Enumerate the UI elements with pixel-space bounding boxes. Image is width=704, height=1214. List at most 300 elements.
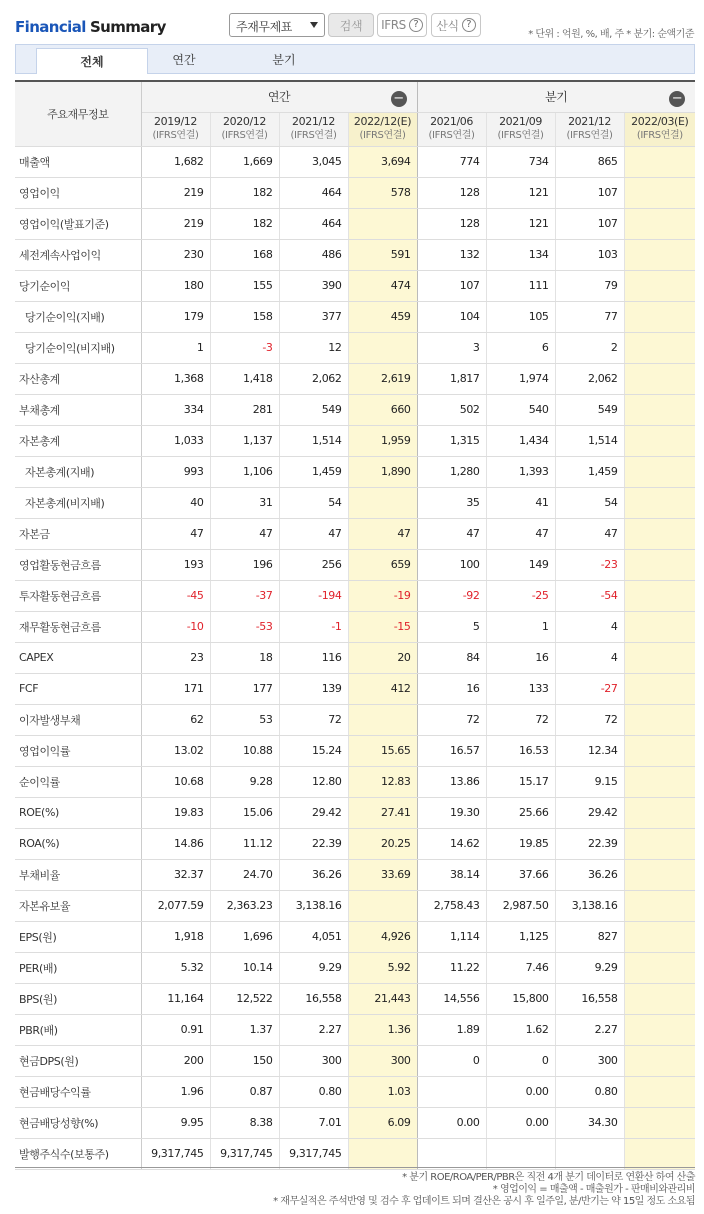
table-cell: -10 bbox=[141, 611, 210, 642]
row-label: 자본총계 bbox=[15, 425, 141, 456]
table-cell: 774 bbox=[417, 146, 486, 177]
help-icon: ? bbox=[409, 18, 423, 32]
table-cell: 193 bbox=[141, 549, 210, 580]
table-cell: 474 bbox=[348, 270, 417, 301]
summary-header bbox=[0, 0, 704, 44]
table-cell: 377 bbox=[279, 301, 348, 332]
table-cell: 0.00 bbox=[486, 1076, 555, 1107]
table-cell: 10.68 bbox=[141, 766, 210, 797]
table-cell: 18 bbox=[210, 642, 279, 673]
footnote: * 재무실적은 주석반영 및 검수 후 업데이트 되며 결산은 공시 후 일주일, 분/반기는 약 15일 정도 소요됨 bbox=[273, 1196, 695, 1207]
table-cell: 15.06 bbox=[210, 797, 279, 828]
column-header bbox=[348, 112, 417, 146]
page-title-financial: Financial bbox=[15, 18, 86, 36]
table-row bbox=[15, 766, 695, 797]
table-cell: 10.88 bbox=[210, 735, 279, 766]
table-cell: 9.95 bbox=[141, 1107, 210, 1138]
table-cell: 9,317,745 bbox=[141, 1138, 210, 1169]
column-basis: (IFRS연결) bbox=[636, 130, 683, 141]
table-cell: 1,125 bbox=[486, 921, 555, 952]
table-cell: -23 bbox=[555, 549, 624, 580]
table-row bbox=[15, 270, 695, 301]
table-cell: 15.17 bbox=[486, 766, 555, 797]
row-label: 영업이익(발표기준) bbox=[15, 208, 141, 239]
row-label: 자본금 bbox=[15, 518, 141, 549]
table-cell: 4,051 bbox=[279, 921, 348, 952]
table-cell: -15 bbox=[348, 611, 417, 642]
table-cell: 464 bbox=[279, 208, 348, 239]
table-cell: 578 bbox=[348, 177, 417, 208]
table-cell: 132 bbox=[417, 239, 486, 270]
table-cell: 47 bbox=[555, 518, 624, 549]
table-cell bbox=[348, 208, 417, 239]
table-cell: 827 bbox=[555, 921, 624, 952]
table-cell: 5.92 bbox=[348, 952, 417, 983]
footnote: * 영업이익 = 매출액 - 매출원가 - 판매비와관리비 bbox=[492, 1184, 695, 1195]
table-cell: -92 bbox=[417, 580, 486, 611]
table-cell: 111 bbox=[486, 270, 555, 301]
table-cell: 865 bbox=[555, 146, 624, 177]
table-cell: 230 bbox=[141, 239, 210, 270]
tab-all[interactable]: 전체 bbox=[36, 48, 148, 74]
table-cell: 256 bbox=[279, 549, 348, 580]
table-cell: 16 bbox=[417, 673, 486, 704]
table-cell: 2,758.43 bbox=[417, 890, 486, 921]
table-cell: 0 bbox=[417, 1045, 486, 1076]
row-label: ROE(%) bbox=[15, 797, 141, 828]
table-cell: 3,694 bbox=[348, 146, 417, 177]
column-basis: (IFRS연결) bbox=[566, 130, 613, 141]
table-cell: 1,974 bbox=[486, 363, 555, 394]
table-cell: 1.96 bbox=[141, 1076, 210, 1107]
period-tabs bbox=[15, 44, 695, 74]
table-cell: 2,987.50 bbox=[486, 890, 555, 921]
table-cell: 1,114 bbox=[417, 921, 486, 952]
table-row bbox=[15, 208, 695, 239]
table-cell: 35 bbox=[417, 487, 486, 518]
table-cell: 179 bbox=[141, 301, 210, 332]
table-cell: 25.66 bbox=[486, 797, 555, 828]
table-row bbox=[15, 301, 695, 332]
row-label: CAPEX bbox=[15, 642, 141, 673]
collapse-icon[interactable]: − bbox=[669, 91, 685, 107]
table-cell: 412 bbox=[348, 673, 417, 704]
table-cell: 14.86 bbox=[141, 828, 210, 859]
table-cell: 12.80 bbox=[279, 766, 348, 797]
table-cell: 3,138.16 bbox=[555, 890, 624, 921]
table-cell: 47 bbox=[210, 518, 279, 549]
table-cell bbox=[624, 518, 695, 549]
table-cell: 734 bbox=[486, 146, 555, 177]
collapse-icon[interactable]: − bbox=[391, 91, 407, 107]
formula-label: 산식 bbox=[436, 18, 459, 33]
table-row bbox=[15, 425, 695, 456]
table-cell: 1,434 bbox=[486, 425, 555, 456]
group-quarter-label: 분기 bbox=[545, 90, 568, 105]
table-cell bbox=[348, 487, 417, 518]
table-row bbox=[15, 983, 695, 1014]
table-cell bbox=[624, 301, 695, 332]
table-row bbox=[15, 859, 695, 890]
table-cell: 219 bbox=[141, 177, 210, 208]
table-cell: 540 bbox=[486, 394, 555, 425]
table-cell: 1.62 bbox=[486, 1014, 555, 1045]
table-cell: 390 bbox=[279, 270, 348, 301]
table-cell: 16.53 bbox=[486, 735, 555, 766]
table-cell: 54 bbox=[555, 487, 624, 518]
row-label: 당기순이익(지배) bbox=[15, 301, 141, 332]
table-cell: 1 bbox=[486, 611, 555, 642]
column-basis: (IFRS연결) bbox=[290, 130, 337, 141]
table-cell: 3,045 bbox=[279, 146, 348, 177]
table-cell: -25 bbox=[486, 580, 555, 611]
column-basis: (IFRS연결) bbox=[359, 130, 406, 141]
column-header bbox=[624, 112, 695, 146]
table-cell: 1,696 bbox=[210, 921, 279, 952]
table-cell bbox=[624, 363, 695, 394]
table-cell: 4 bbox=[555, 642, 624, 673]
table-cell bbox=[624, 797, 695, 828]
table-cell bbox=[348, 1138, 417, 1169]
table-cell: 47 bbox=[417, 518, 486, 549]
table-cell: 2,062 bbox=[279, 363, 348, 394]
table-cell: 0.00 bbox=[417, 1107, 486, 1138]
table-cell: 31 bbox=[210, 487, 279, 518]
row-label: 현금배당수익률 bbox=[15, 1076, 141, 1107]
table-cell: 79 bbox=[555, 270, 624, 301]
table-cell: 464 bbox=[279, 177, 348, 208]
row-label: 영업이익률 bbox=[15, 735, 141, 766]
table-cell: 22.39 bbox=[279, 828, 348, 859]
column-period: 2022/03(E) bbox=[631, 115, 689, 128]
table-cell: 9.15 bbox=[555, 766, 624, 797]
table-cell: 1,817 bbox=[417, 363, 486, 394]
table-cell: 502 bbox=[417, 394, 486, 425]
table-cell: 19.83 bbox=[141, 797, 210, 828]
row-label: 현금DPS(원) bbox=[15, 1045, 141, 1076]
table-cell: 1,890 bbox=[348, 456, 417, 487]
table-cell: 133 bbox=[486, 673, 555, 704]
table-row bbox=[15, 146, 695, 177]
table-cell: 200 bbox=[141, 1045, 210, 1076]
table-row bbox=[15, 580, 695, 611]
table-cell: 116 bbox=[279, 642, 348, 673]
column-header bbox=[210, 112, 279, 146]
table-cell: 16.57 bbox=[417, 735, 486, 766]
ifrs-label: IFRS bbox=[381, 18, 406, 32]
row-label: 영업활동현금흐름 bbox=[15, 549, 141, 580]
table-cell: 1,459 bbox=[279, 456, 348, 487]
table-row bbox=[15, 1076, 695, 1107]
table-cell: 168 bbox=[210, 239, 279, 270]
table-row bbox=[15, 921, 695, 952]
table-cell bbox=[486, 1138, 555, 1169]
table-cell bbox=[624, 394, 695, 425]
table-cell: -194 bbox=[279, 580, 348, 611]
row-label: 매출액 bbox=[15, 146, 141, 177]
table-cell: 72 bbox=[279, 704, 348, 735]
column-basis: (IFRS연결) bbox=[497, 130, 544, 141]
table-cell: 1,137 bbox=[210, 425, 279, 456]
column-period: 2021/09 bbox=[499, 115, 542, 128]
column-period: 2020/12 bbox=[223, 115, 266, 128]
table-cell: 53 bbox=[210, 704, 279, 735]
column-period: 2021/12 bbox=[292, 115, 335, 128]
row-label: EPS(원) bbox=[15, 921, 141, 952]
table-cell: 300 bbox=[279, 1045, 348, 1076]
column-header bbox=[417, 112, 486, 146]
table-cell: 158 bbox=[210, 301, 279, 332]
table-cell: 549 bbox=[279, 394, 348, 425]
table-cell: 9.29 bbox=[555, 952, 624, 983]
column-basis: (IFRS연결) bbox=[221, 130, 268, 141]
column-header bbox=[486, 112, 555, 146]
table-row bbox=[15, 1045, 695, 1076]
table-cell bbox=[624, 487, 695, 518]
group-header-quarter bbox=[417, 82, 695, 112]
table-cell: 2.27 bbox=[279, 1014, 348, 1045]
table-cell: 7.46 bbox=[486, 952, 555, 983]
table-cell: 19.85 bbox=[486, 828, 555, 859]
table-cell: 34.30 bbox=[555, 1107, 624, 1138]
table-cell: 1,280 bbox=[417, 456, 486, 487]
table-cell bbox=[624, 1138, 695, 1169]
page-title bbox=[15, 18, 166, 36]
table-cell: 107 bbox=[417, 270, 486, 301]
table-cell: 10.14 bbox=[210, 952, 279, 983]
table-cell: 993 bbox=[141, 456, 210, 487]
table-cell: 150 bbox=[210, 1045, 279, 1076]
table-cell: 177 bbox=[210, 673, 279, 704]
table-cell: 36.26 bbox=[279, 859, 348, 890]
table-row bbox=[15, 797, 695, 828]
table-cell: 13.02 bbox=[141, 735, 210, 766]
page-title-summary: Summary bbox=[89, 18, 166, 36]
table-cell: 9,317,745 bbox=[210, 1138, 279, 1169]
table-row bbox=[15, 332, 695, 363]
table-cell: 219 bbox=[141, 208, 210, 239]
table-cell bbox=[348, 890, 417, 921]
table-cell: 16,558 bbox=[279, 983, 348, 1014]
table-cell: 54 bbox=[279, 487, 348, 518]
table-cell: 486 bbox=[279, 239, 348, 270]
table-cell: 1,418 bbox=[210, 363, 279, 394]
table-cell bbox=[624, 642, 695, 673]
table-cell: 107 bbox=[555, 177, 624, 208]
table-cell: 22.39 bbox=[555, 828, 624, 859]
column-period: 2021/12 bbox=[568, 115, 611, 128]
table-row bbox=[15, 611, 695, 642]
column-period: 2021/06 bbox=[430, 115, 473, 128]
tab-quarter[interactable]: 분기 bbox=[272, 52, 296, 67]
row-label: 세전계속사업이익 bbox=[15, 239, 141, 270]
table-cell: 1,368 bbox=[141, 363, 210, 394]
table-cell: 72 bbox=[486, 704, 555, 735]
column-basis: (IFRS연결) bbox=[428, 130, 475, 141]
column-header bbox=[555, 112, 624, 146]
table-row bbox=[15, 952, 695, 983]
table-cell: 300 bbox=[555, 1045, 624, 1076]
table-row bbox=[15, 1014, 695, 1045]
table-cell: 1,033 bbox=[141, 425, 210, 456]
table-cell bbox=[624, 208, 695, 239]
table-cell: 139 bbox=[279, 673, 348, 704]
tab-annual[interactable]: 연간 bbox=[172, 52, 196, 67]
table-row bbox=[15, 456, 695, 487]
row-label: 자본유보율 bbox=[15, 890, 141, 921]
row-label: 부채총계 bbox=[15, 394, 141, 425]
table-row bbox=[15, 239, 695, 270]
table-cell bbox=[624, 704, 695, 735]
table-cell: 29.42 bbox=[555, 797, 624, 828]
table-cell: 2,077.59 bbox=[141, 890, 210, 921]
table-cell bbox=[624, 983, 695, 1014]
row-label: 자본총계(지배) bbox=[15, 456, 141, 487]
table-cell: 16 bbox=[486, 642, 555, 673]
table-cell: -53 bbox=[210, 611, 279, 642]
row-label: 순이익률 bbox=[15, 766, 141, 797]
table-cell bbox=[624, 425, 695, 456]
statement-type-select[interactable] bbox=[229, 13, 325, 37]
table-cell: 0.80 bbox=[555, 1076, 624, 1107]
table-cell: 1,514 bbox=[279, 425, 348, 456]
table-cell: 77 bbox=[555, 301, 624, 332]
table-cell: 334 bbox=[141, 394, 210, 425]
table-cell: 104 bbox=[417, 301, 486, 332]
row-label: 이자발생부채 bbox=[15, 704, 141, 735]
row-label: PBR(배) bbox=[15, 1014, 141, 1045]
footnote: * 분기 ROE/ROA/PER/PBR은 직전 4개 분기 데이터로 연환산 하여 산출 bbox=[402, 1172, 695, 1183]
statement-type-value: 주재무제표 bbox=[236, 20, 292, 34]
formula-help-button[interactable] bbox=[431, 13, 481, 37]
table-cell: 182 bbox=[210, 208, 279, 239]
table-row bbox=[15, 177, 695, 208]
table-cell: 3 bbox=[417, 332, 486, 363]
chevron-down-icon bbox=[310, 22, 318, 28]
financial-summary-table bbox=[15, 80, 695, 1170]
table-cell bbox=[624, 890, 695, 921]
table-cell: 47 bbox=[279, 518, 348, 549]
table-cell: -19 bbox=[348, 580, 417, 611]
group-annual-label: 연간 bbox=[267, 90, 291, 105]
table-cell bbox=[624, 1045, 695, 1076]
table-cell: 2.27 bbox=[555, 1014, 624, 1045]
table-cell bbox=[624, 673, 695, 704]
table-cell bbox=[624, 239, 695, 270]
table-cell: 2,062 bbox=[555, 363, 624, 394]
table-cell: -45 bbox=[141, 580, 210, 611]
column-header bbox=[141, 112, 210, 146]
table-cell bbox=[555, 1138, 624, 1169]
table-cell bbox=[624, 580, 695, 611]
row-label: 자산총계 bbox=[15, 363, 141, 394]
table-cell: 155 bbox=[210, 270, 279, 301]
table-cell: 14,556 bbox=[417, 983, 486, 1014]
table-cell: 1,669 bbox=[210, 146, 279, 177]
corner-header: 주요재무정보 bbox=[15, 82, 141, 146]
table-row bbox=[15, 704, 695, 735]
table-cell: 1.89 bbox=[417, 1014, 486, 1045]
table-cell: 9.29 bbox=[279, 952, 348, 983]
table-cell: 660 bbox=[348, 394, 417, 425]
column-basis: (IFRS연결) bbox=[152, 130, 199, 141]
table-cell bbox=[624, 1076, 695, 1107]
row-label: 영업이익 bbox=[15, 177, 141, 208]
table-cell: 38.14 bbox=[417, 859, 486, 890]
table-cell: 24.70 bbox=[210, 859, 279, 890]
table-cell bbox=[624, 1107, 695, 1138]
table-cell: 33.69 bbox=[348, 859, 417, 890]
row-label: 발행주식수(보통주) bbox=[15, 1138, 141, 1169]
table-row bbox=[15, 518, 695, 549]
row-label: 현금배당성향(%) bbox=[15, 1107, 141, 1138]
table-cell bbox=[624, 270, 695, 301]
table-cell: 41 bbox=[486, 487, 555, 518]
table-cell: -54 bbox=[555, 580, 624, 611]
table-cell: 0.80 bbox=[279, 1076, 348, 1107]
table-cell: 20.25 bbox=[348, 828, 417, 859]
table-cell: 6 bbox=[486, 332, 555, 363]
table-cell: 47 bbox=[348, 518, 417, 549]
table-cell: 1.03 bbox=[348, 1076, 417, 1107]
table-row bbox=[15, 487, 695, 518]
table-cell: 105 bbox=[486, 301, 555, 332]
table-cell: 1,459 bbox=[555, 456, 624, 487]
unit-note: * 단위 : 억원, %, 배, 주 * 분기: 순액기준 bbox=[528, 29, 694, 40]
table-cell: 4 bbox=[555, 611, 624, 642]
table-cell bbox=[624, 921, 695, 952]
table-cell: 134 bbox=[486, 239, 555, 270]
table-row bbox=[15, 735, 695, 766]
table-cell: 100 bbox=[417, 549, 486, 580]
column-header bbox=[279, 112, 348, 146]
table-cell: 84 bbox=[417, 642, 486, 673]
table-cell: 121 bbox=[486, 177, 555, 208]
table-cell: 149 bbox=[486, 549, 555, 580]
table-cell: 549 bbox=[555, 394, 624, 425]
table-cell: 1 bbox=[141, 332, 210, 363]
table-cell: 12,522 bbox=[210, 983, 279, 1014]
table-cell: 15.24 bbox=[279, 735, 348, 766]
search-button[interactable]: 검색 bbox=[328, 13, 374, 37]
table-cell bbox=[624, 735, 695, 766]
table-cell: 47 bbox=[141, 518, 210, 549]
table-cell: 1.36 bbox=[348, 1014, 417, 1045]
table-cell: 1,315 bbox=[417, 425, 486, 456]
table-cell: 12.34 bbox=[555, 735, 624, 766]
help-icon: ? bbox=[462, 18, 476, 32]
row-label: 자본총계(비지배) bbox=[15, 487, 141, 518]
table-cell: 27.41 bbox=[348, 797, 417, 828]
table-row bbox=[15, 394, 695, 425]
table-cell: 5 bbox=[417, 611, 486, 642]
table-cell: 21,443 bbox=[348, 983, 417, 1014]
table-cell: 281 bbox=[210, 394, 279, 425]
table-cell bbox=[624, 1014, 695, 1045]
table-row bbox=[15, 828, 695, 859]
table-cell bbox=[624, 456, 695, 487]
column-period: 2019/12 bbox=[154, 115, 197, 128]
table-bottom-divider bbox=[15, 1167, 695, 1168]
table-cell: 7.01 bbox=[279, 1107, 348, 1138]
table-cell: 11,164 bbox=[141, 983, 210, 1014]
table-cell: 128 bbox=[417, 208, 486, 239]
ifrs-help-button[interactable] bbox=[377, 13, 427, 37]
table-cell: -3 bbox=[210, 332, 279, 363]
table-cell: 171 bbox=[141, 673, 210, 704]
column-period: 2022/12(E) bbox=[353, 115, 412, 128]
row-label: PER(배) bbox=[15, 952, 141, 983]
